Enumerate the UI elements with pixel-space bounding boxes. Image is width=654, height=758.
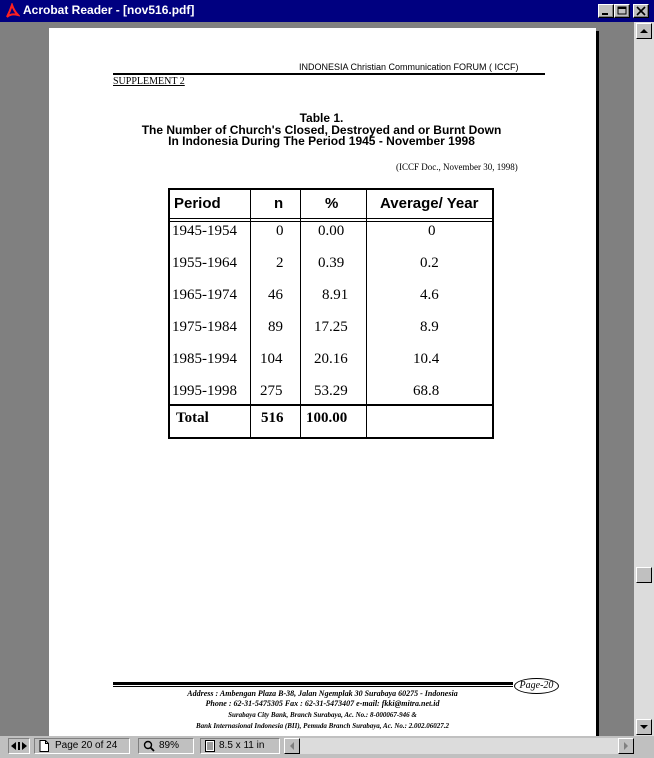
- footer-contact: Phone : 62-31-5475305 Fax : 62-31-5473407 e-mail: fkki@mitra.net.id: [205, 699, 440, 708]
- footer-bank-2: Bank Internasional Indonesia (BII), Pemuda Branch Surabaya, Ac. No.: 2.002.06027.2: [196, 722, 449, 730]
- arrow-left-icon: [289, 742, 295, 750]
- page-nav-arrows[interactable]: [8, 738, 30, 754]
- page-size-icon: [205, 740, 215, 752]
- pdf-page: [49, 28, 596, 736]
- cell-average: 4.6: [420, 287, 439, 303]
- cell-average: 8.9: [420, 319, 439, 335]
- cell-period: 1965-1974: [172, 287, 237, 303]
- header-divider: [170, 218, 492, 219]
- cell-period: 1985-1994: [172, 351, 237, 367]
- zoom-text: 89%: [159, 740, 180, 751]
- window-title: Acrobat Reader - [nov516.pdf]: [23, 3, 195, 17]
- scroll-left-button[interactable]: [284, 738, 300, 754]
- cell-period: 1955-1964: [172, 255, 237, 271]
- scroll-thumb[interactable]: [636, 567, 652, 583]
- page-size-indicator[interactable]: [200, 738, 280, 754]
- header-period: Period: [174, 195, 221, 212]
- page-number-badge: Page-20: [514, 678, 559, 694]
- table-subtitle: The Number of Church's Closed, Destroyed and or Burnt Down: [141, 123, 502, 137]
- cell-period: 1945-1954: [172, 223, 237, 239]
- header-percent: %: [325, 195, 339, 212]
- data-table: [168, 188, 494, 439]
- status-bar: [0, 736, 654, 758]
- column-divider: [250, 190, 251, 437]
- cell-average: 0: [428, 223, 436, 239]
- horizontal-scrollbar[interactable]: [284, 738, 634, 754]
- maximize-icon: [617, 6, 627, 16]
- cell-average: 0.2: [420, 255, 439, 271]
- page-icon: [39, 740, 49, 752]
- page-indicator-text: Page 20 of 24: [55, 740, 118, 751]
- cell-n: 89: [268, 319, 283, 335]
- header-n: n: [274, 195, 284, 212]
- supplement-label: SUPPLEMENT 2: [113, 76, 185, 87]
- cell-n: 0: [276, 223, 284, 239]
- scroll-right-button[interactable]: [618, 738, 634, 754]
- arrow-up-icon: [640, 28, 648, 34]
- total-n: 516: [261, 410, 284, 426]
- total-label: Total: [176, 410, 209, 426]
- cell-n: 275: [260, 383, 283, 399]
- minimize-icon: [601, 6, 611, 16]
- nav-arrows-icon: [10, 741, 28, 751]
- close-button[interactable]: [633, 4, 649, 18]
- document-viewport[interactable]: [0, 22, 634, 736]
- page-size-text: 8.5 x 11 in: [219, 740, 265, 751]
- scroll-down-button[interactable]: [636, 719, 652, 735]
- cell-percent: 0.00: [318, 223, 345, 239]
- vertical-scrollbar[interactable]: [634, 22, 654, 736]
- total-divider: [170, 404, 492, 406]
- close-icon: [636, 6, 646, 16]
- maximize-button[interactable]: [614, 4, 630, 18]
- table-title: Table 1.: [299, 111, 344, 125]
- total-percent: 100.00: [306, 410, 348, 426]
- cell-percent: 20.16: [314, 351, 348, 367]
- minimize-button[interactable]: [598, 4, 614, 18]
- page-indicator[interactable]: [34, 738, 130, 754]
- zoom-indicator[interactable]: [138, 738, 194, 754]
- cell-percent: 17.25: [314, 319, 348, 335]
- header-divider: [170, 221, 492, 222]
- header-rule: [113, 73, 545, 75]
- arrow-right-icon: [623, 742, 629, 750]
- column-divider: [366, 190, 367, 437]
- cell-percent: 0.39: [318, 255, 345, 271]
- arrow-down-icon: [640, 724, 648, 730]
- cell-period: 1975-1984: [172, 319, 237, 335]
- footer-bank-1: Surabaya City Bank, Branch Surabaya, Ac. No.: 8-000067-946 &: [228, 711, 417, 719]
- table-subtitle-2: In Indonesia During The Period 1945 - November 1998: [168, 134, 475, 148]
- acrobat-icon[interactable]: [4, 3, 20, 19]
- cell-percent: 8.91: [322, 287, 349, 303]
- cell-n: 104: [260, 351, 283, 367]
- document-header: INDONESIA Christian Communication FORUM ( ICCF): [299, 62, 519, 72]
- footer-rule: [113, 682, 513, 685]
- cell-average: 68.8: [413, 383, 440, 399]
- footer-address: Address : Ambengan Plaza B-38, Jalan Ngemplak 30 Surabaya 60275 - Indonesia: [187, 689, 458, 698]
- cell-average: 10.4: [413, 351, 440, 367]
- scroll-up-button[interactable]: [636, 23, 652, 39]
- title-bar[interactable]: [0, 0, 654, 22]
- cell-period: 1995-1998: [172, 383, 237, 399]
- cell-n: 2: [276, 255, 284, 271]
- cell-percent: 53.29: [314, 383, 348, 399]
- footer-rule-thin: [113, 686, 513, 687]
- source-note: (ICCF Doc., November 30, 1998): [396, 162, 518, 172]
- column-divider: [300, 190, 301, 437]
- magnifier-icon: [143, 740, 155, 752]
- header-average: Average/ Year: [380, 195, 479, 212]
- cell-n: 46: [268, 287, 283, 303]
